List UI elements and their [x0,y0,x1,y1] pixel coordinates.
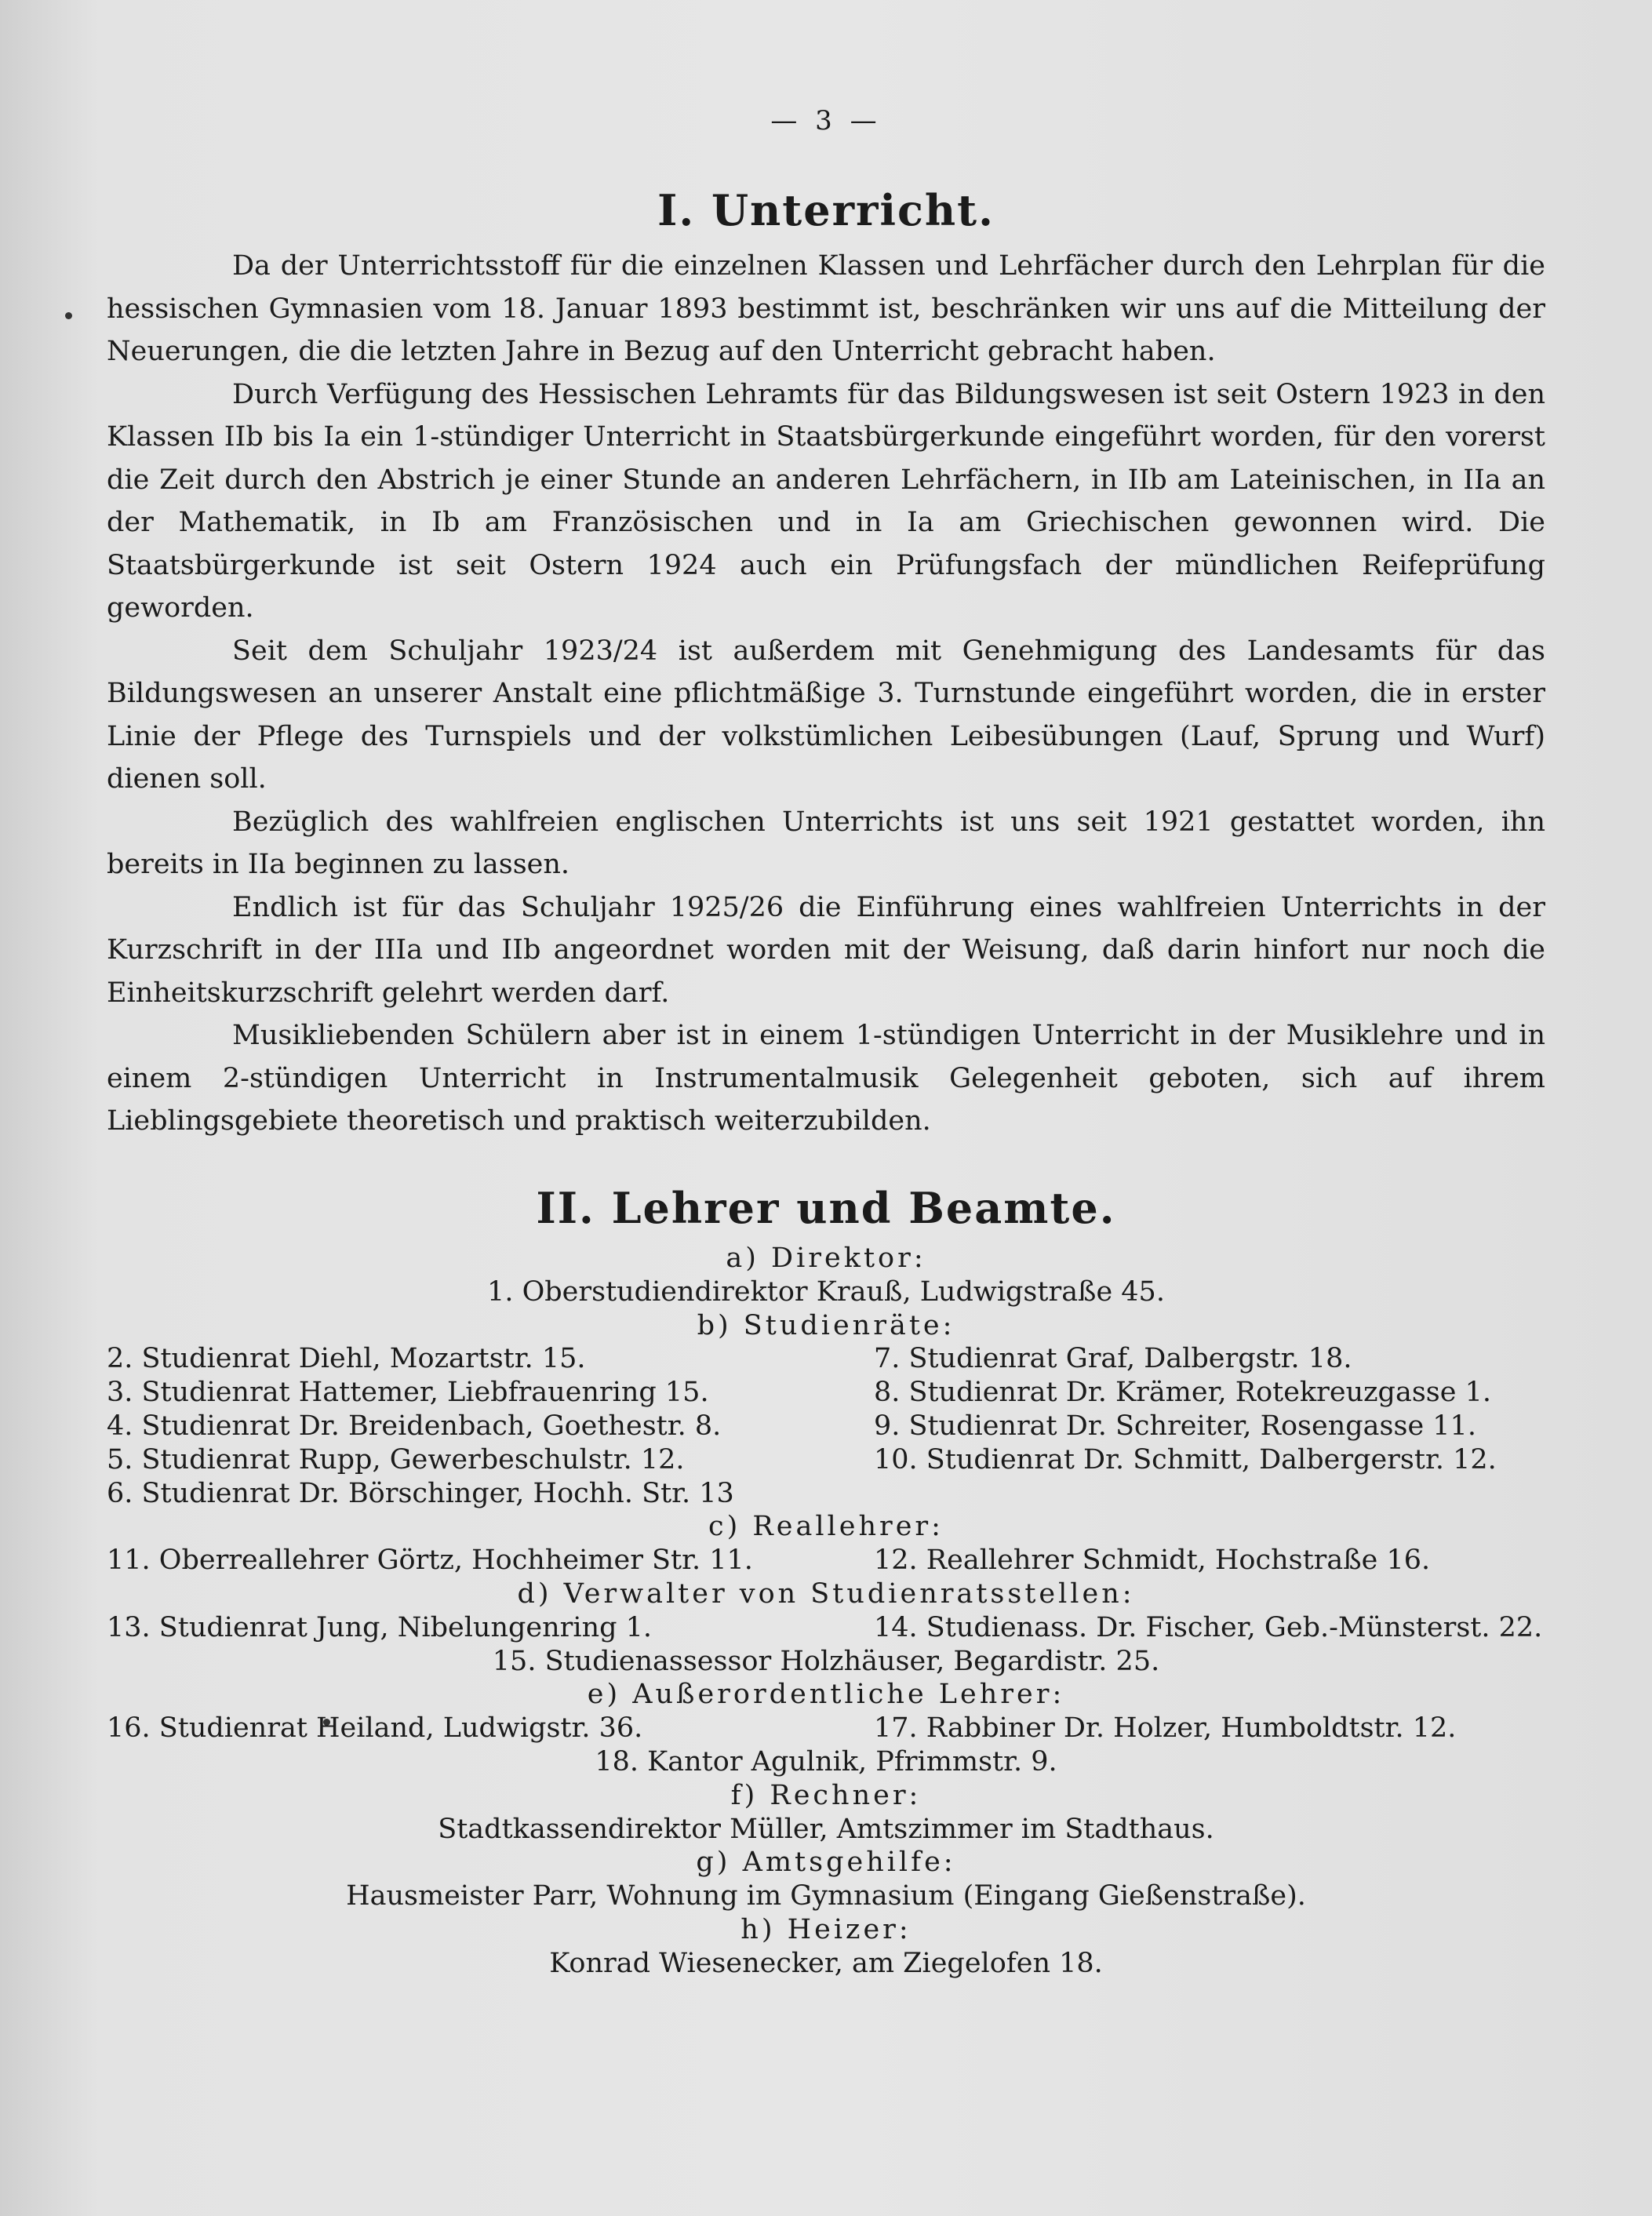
subheading-reallehrer: c) Reallehrer: [708,1511,944,1543]
staff-entry: 13. Studienrat Jung, Nibelungenring 1. [107,1611,653,1643]
staff-entry: 9. Studienrat Dr. Schreiter, Rosengasse 11. [874,1410,1476,1442]
subheading-verwalter: d) Verwalter von Studienratsstellen: [517,1577,1135,1610]
subheading-rechner: f) Rechner: [730,1779,922,1811]
staff-entry: 14. Studienass. Dr. Fischer, Geb.-Münsterst. 22. [874,1611,1543,1643]
staff-entry: Stadtkassendirektor Müller, Amtszimmer im Stadthaus. [438,1813,1214,1845]
paragraph: Endlich ist für das Schuljahr 1925/26 die Einführung eines wahlfreien Unterrichts in der Kurzschrift in der IIIa und IIb angeordnet worden mit der Weisung, daß darin hinfort nur noch die Einheitskurzschrift gelehrt werden darf. [107,891,1545,1009]
section-heading-unterricht: I. Unterricht. [657,185,995,235]
staff-entry: 18. Kantor Agulnik, Pfrimmstr. 9. [595,1745,1057,1778]
staff-entry: 6. Studienrat Dr. Börschinger, Hochh. Str. 13 [107,1477,734,1509]
staff-entry: 17. Rabbiner Dr. Holzer, Humboldtstr. 12. [874,1712,1457,1745]
staff-entry: 5. Studienrat Rupp, Gewerbeschulstr. 12. [107,1443,685,1476]
staff-entry: 4. Studienrat Dr. Breidenbach, Goethestr. 8. [107,1410,722,1442]
subheading-ausserordentliche: e) Außerordentliche Lehrer: [587,1679,1065,1711]
subheading-studienraete: b) Studienräte: [697,1309,955,1341]
staff-entry: 7. Studienrat Graf, Dalbergstr. 18. [874,1343,1352,1375]
staff-entry: 8. Studienrat Dr. Krämer, Rotekreuzgasse 1. [874,1377,1491,1409]
staff-entry: 3. Studienrat Hattemer, Liebfrauenring 15. [107,1377,709,1409]
paragraph: Musikliebenden Schülern aber ist in einem 1-stündigen Unterricht in der Musiklehre und in einem 2-stündigen Unterricht in Instrumentalmusik Gelegenheit geboten, sich auf ihrem Lieblingsgebiete theoretisch und praktisch weiterzubilden. [107,1020,1545,1137]
staff-list [107,1242,1545,1981]
staff-entry: 11. Oberreallehrer Görtz, Hochheimer Str. 11. [107,1545,753,1577]
paragraph: Da der Unterrichtsstoff für die einzelnen Klassen und Lehrfächer durch den Lehrplan für die hessischen Gymnasien vom 18. Januar 1893 bestimmt ist, beschränken wir uns auf die Mitteilung der Neuerungen, die die letzten Jahre in Bezug auf den Unterricht gebracht haben. [107,250,1545,367]
subheading-amtsgehilfe: g) Amtsgehilfe: [696,1847,956,1879]
section-heading-lehrer: II. Lehrer und Beamte. [536,1183,1116,1233]
margin-mark [65,312,72,319]
staff-entry: 12. Reallehrer Schmidt, Hochstraße 16. [874,1545,1431,1577]
staff-entry: 1. Oberstudiendirektor Krauß, Ludwigstraße 45. [487,1275,1165,1308]
paragraph: Bezüglich des wahlfreien englischen Unterrichts ist uns seit 1921 gestattet worden, ihn bereits in IIa beginnen zu lassen. [107,806,1545,880]
page-number: — 3 — [770,105,882,136]
staff-entry: 15. Studienassessor Holzhäuser, Begardistr. 25. [492,1645,1160,1677]
paragraph: Seit dem Schuljahr 1923/24 ist außerdem mit Genehmigung des Landesamts für das Bildungswesen an unserer Anstalt eine pflichtmäßige 3. Turnstunde eingeführt worden, die in erster Linie der Pflege des Turnspiels und der volkstümlichen Leibesübungen (Lauf, Sprung und Wurf) dienen soll. [107,635,1545,795]
staff-entry: Hausmeister Parr, Wohnung im Gymnasium (Eingang Gießenstraße). [346,1880,1306,1912]
staff-entry: 2. Studienrat Diehl, Mozartstr. 15. [107,1343,586,1375]
subheading-direktor: a) Direktor: [726,1243,926,1274]
subheading-heizer: h) Heizer: [740,1913,912,1945]
staff-entry: 10. Studienrat Dr. Schmitt, Dalbergerstr. 12. [874,1443,1497,1476]
paragraph: Durch Verfügung des Hessischen Lehramts für das Bildungswesen ist seit Ostern 1923 in den Klassen IIb bis Ia ein 1-stündiger Unterricht in Staatsbürgerkunde eingeführt worden, für den vorerst die Zeit durch den Abstrich je einer Stunde an anderen Lehrfächern, in IIb am Lateinischen, in IIa an der Mathematik, in Ib am Französischen und in Ia am Griechischen gewonnen wird. Die Staatsbürgerkunde ist seit Ostern 1924 auch ein Prüfungsfach der mündlichen Reifeprüfung geworden. [107,378,1545,624]
staff-entry: 16. Studienrat Heiland, Ludwigstr. 36. [107,1712,643,1745]
staff-entry: Konrad Wiesenecker, am Ziegelofen 18. [549,1947,1103,1979]
unterricht-body [107,245,1545,1143]
